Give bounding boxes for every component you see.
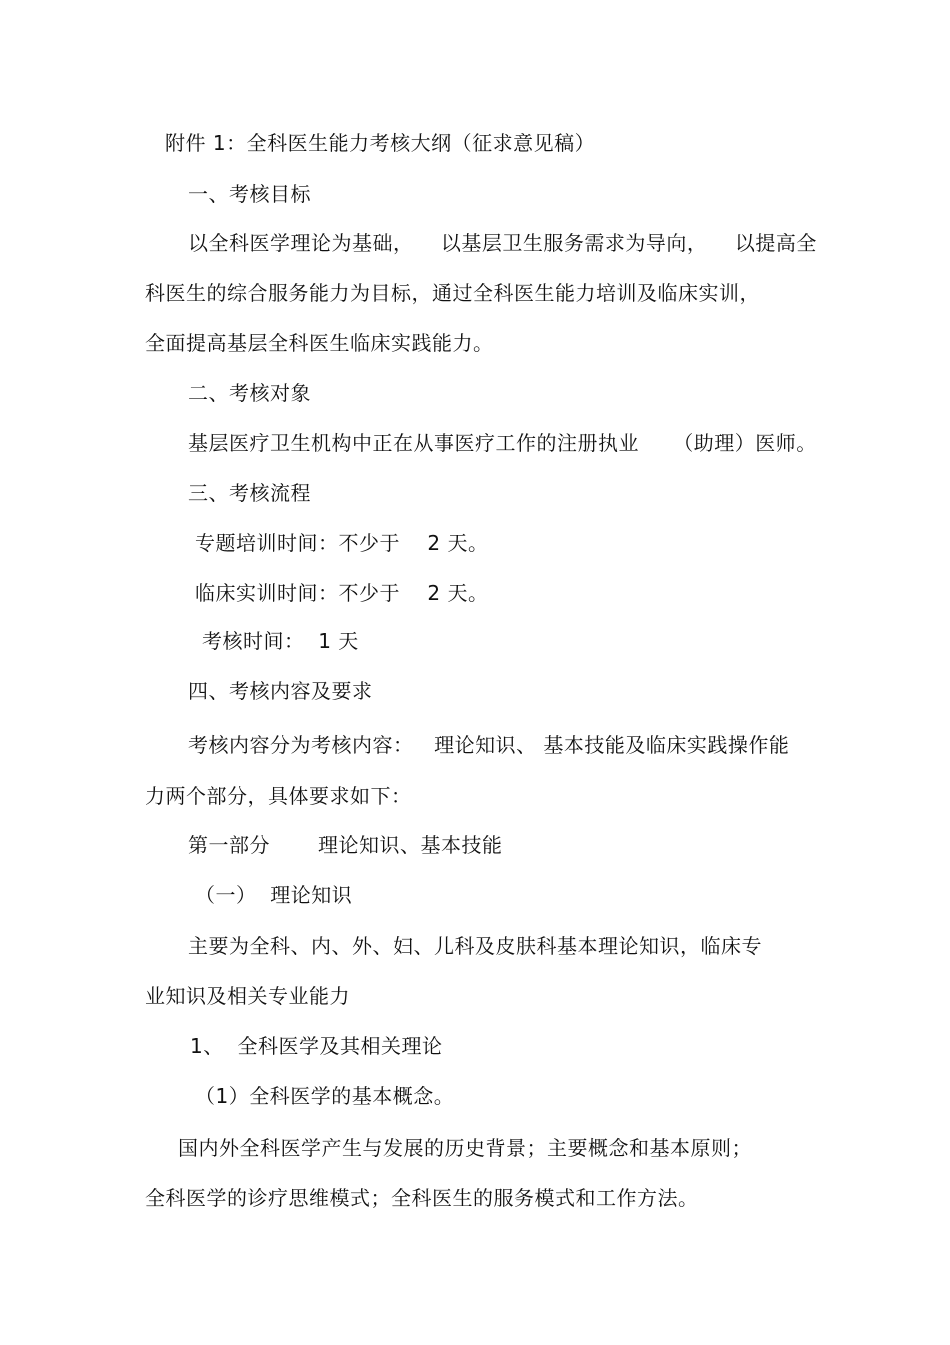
process-item: 临床实训时间：不少于 2 天。	[195, 581, 489, 605]
section-heading-targets: 二、考核对象	[188, 381, 311, 405]
paragraph-line: 业知识及相关专业能力	[145, 984, 350, 1008]
paragraph-line: 科医生的综合服务能力为目标，通过全科医生能力培训及临床实训，	[145, 281, 760, 305]
paragraph-line: 基层医疗卫生机构中正在从事医疗工作的注册执业 （助理）医师。	[188, 431, 817, 455]
item-heading: 1、 全科医学及其相关理论	[190, 1034, 443, 1058]
document-title: 附件 1：全科医生能力考核大纲（征求意见稿）	[165, 131, 596, 155]
paragraph-line: 力两个部分，具体要求如下：	[145, 784, 412, 808]
paragraph-line: 以全科医学理论为基础， 以基层卫生服务需求为导向， 以提高全	[188, 231, 817, 255]
section-heading-content: 四、考核内容及要求	[188, 679, 373, 703]
subsection-heading: （一） 理论知识	[195, 883, 353, 907]
sub-item-heading: （1）全科医学的基本概念。	[195, 1084, 455, 1108]
process-item: 考核时间： 1 天	[202, 629, 359, 653]
paragraph-line: 主要为全科、内、外、妇、儿科及皮肤科基本理论知识，临床专	[188, 934, 762, 958]
part-heading: 第一部分 理论知识、基本技能	[188, 833, 503, 857]
paragraph-line: 考核内容分为考核内容： 理论知识、 基本技能及临床实践操作能	[188, 733, 790, 757]
process-item: 专题培训时间：不少于 2 天。	[195, 531, 489, 555]
section-heading-process: 三、考核流程	[188, 481, 311, 505]
section-heading-goals: 一、考核目标	[188, 182, 311, 206]
paragraph-line: 全科医学的诊疗思维模式；全科医生的服务模式和工作方法。	[145, 1186, 699, 1210]
paragraph-line: 全面提高基层全科医生临床实践能力。	[145, 331, 494, 355]
paragraph-line: 国内外全科医学产生与发展的历史背景；主要概念和基本原则；	[178, 1136, 752, 1160]
